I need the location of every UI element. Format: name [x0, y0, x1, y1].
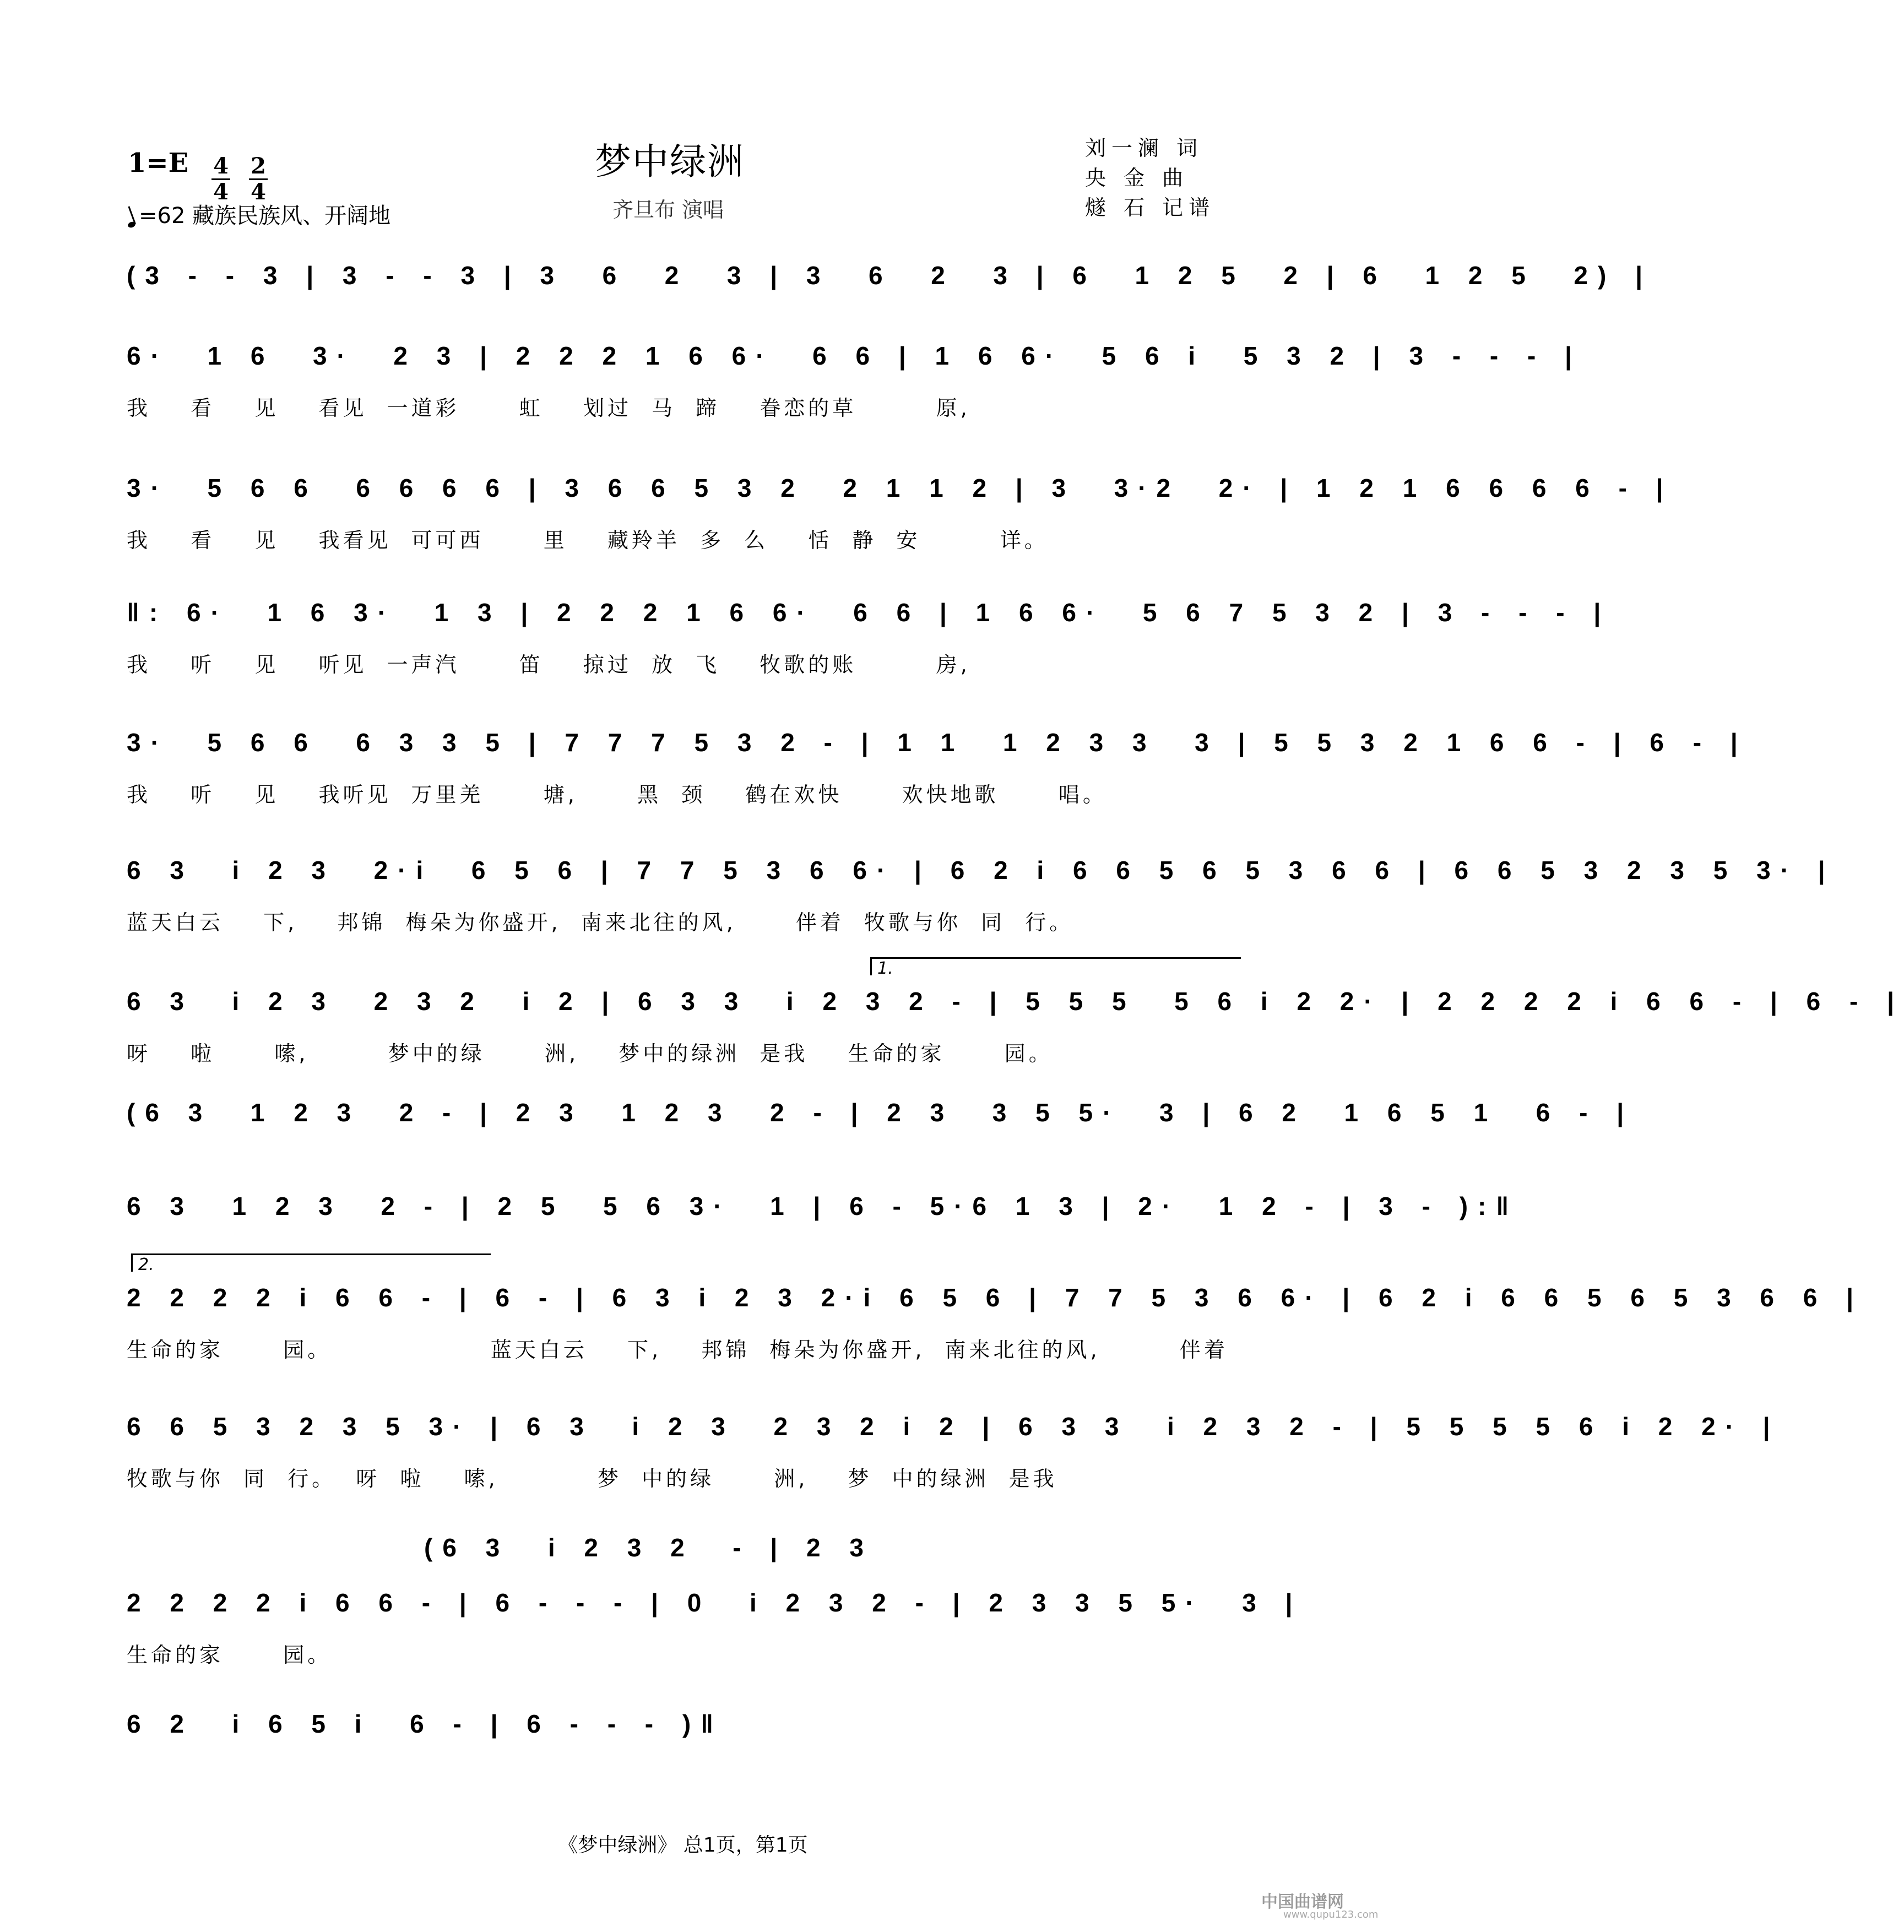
- lyricist-credit: 刘一澜 词: [1085, 136, 1203, 160]
- performer: 齐旦布 演唱: [612, 198, 724, 222]
- ts-bottom: 4: [213, 179, 229, 205]
- notation-line: 6 6 5 3 2 3 5 3· | 6 3 i 2 3 2 3 2 i 2 | 6 3 3 i 2 3 2 - | 5 5 5 5 6 i 2 2· |: [127, 1412, 1780, 1441]
- system-1: [127, 259, 1652, 292]
- system-10: [127, 1281, 1864, 1363]
- system-12: [127, 1586, 1303, 1668]
- notation-line: 6 3 i 2 3 2·i 6 5 6 | 7 7 5 3 6 6· | 6 2 i 6 6 5 6 5 3 6 6 | 6 6 5 3 2 3 5 3· |: [127, 856, 1835, 884]
- page-footer: 《梦中绿洲》 总1页，第1页: [558, 1834, 808, 1857]
- ts-bottom: 4: [251, 179, 266, 205]
- system-9: [127, 1190, 1519, 1223]
- notation-line: 6 3 i 2 3 2 3 2 i 2 | 6 3 3 i 2 3 2 - | 5 5 5 5 6 i 2 2· | 2 2 2 2 i 6 6 - | 6 - |: [127, 987, 1904, 1016]
- composer-credit: 央 金 曲: [1085, 166, 1189, 190]
- lyrics-line: 生命的家 园。: [127, 1643, 332, 1667]
- system-8: [127, 1096, 1634, 1129]
- upper-notation-line: (6 3 i 2 3 2 - | 2 3: [424, 1533, 874, 1562]
- song-title: 梦中绿洲: [595, 140, 745, 183]
- system-6: [127, 854, 1835, 936]
- site-watermark-url: www.qupu123.com: [1283, 1909, 1379, 1920]
- lyrics-line: 蓝天白云 下, 邦锦 梅朵为你盛开, 南来北往的风, 伴着 牧歌与你 同 行。: [127, 910, 1074, 935]
- system-5: [127, 726, 1748, 808]
- ts-top: 4: [213, 153, 229, 179]
- tempo-marking: [128, 198, 390, 230]
- key-signature: 1=E: [128, 148, 189, 178]
- lyrics-line: 牧歌与你 同 行。 呀 啦 嗦, 梦 中的绿 洲, 梦 中的绿洲 是我: [127, 1467, 1057, 1491]
- lyrics-line: 我 听 见 听见 一声汽 笛 掠过 放 飞 牧歌的账 房,: [127, 653, 970, 677]
- notation-line: (6 3 1 2 3 2 - | 2 3 1 2 3 2 - | 2 3 3 5 5· 3 | 6 2 1 6 5 1 6 - |: [127, 1098, 1634, 1127]
- site-watermark: 中国曲谱网: [1261, 1892, 1344, 1912]
- volta-1: 1.: [870, 957, 1241, 975]
- system-2: [127, 339, 1582, 421]
- lyrics-line: 我 看 见 我看见 可可西 里 藏羚羊 多 么 恬 静 安 详。: [127, 528, 1049, 552]
- notation-line: 2 2 2 2 i 6 6 - | 6 - | 6 3 i 2 3 2·i 6 5 6 | 7 7 5 3 6 6· | 6 2 i 6 6 5 6 5 3 6 6 |: [127, 1283, 1864, 1312]
- system-13: [127, 1707, 1239, 1740]
- notation-line: 3· 5 6 6 6 3 3 5 | 7 7 7 5 3 2 - | 1 1 1 2 3 3 3 | 5 5 3 2 1 6 6 - | 6 - |: [127, 728, 1748, 757]
- score-header: [0, 0, 1366, 231]
- lyrics-line: 呀 啦 嗦, 梦中的绿 洲, 梦中的绿洲 是我 生命的家 园。: [127, 1041, 1053, 1066]
- lyrics-line: 生命的家 园。 蓝天白云 下, 邦锦 梅朵为你盛开, 南来北往的风, 伴着: [127, 1338, 1228, 1362]
- system-3: [127, 471, 1673, 553]
- lyrics-line: 我 听 见 我听见 万里羌 塘, 黑 颈 鹤在欢快 欢快地歌 唱。: [127, 783, 1107, 807]
- time-signature-4-4: [211, 155, 230, 203]
- notation-line: 6· 1 6 3· 2 3 | 2 2 2 1 6 6· 6 6 | 1 6 6· 5 6 i 5 3 2 | 3 - - - |: [127, 341, 1582, 370]
- tempo-text: =62 藏族民族风、开阔地: [139, 203, 391, 229]
- quarter-note-icon: [127, 221, 137, 229]
- notation-line: ‖: 6· 1 6 3· 1 3 | 2 2 2 1 6 6· 6 6 | 1 6 6· 5 6 7 5 3 2 | 3 - - - |: [127, 598, 1611, 627]
- volta-2: 2.: [131, 1253, 491, 1272]
- notation-line: (3 - - 3 | 3 - - 3 | 3 6 2 3 | 3 6 2 3 | 6 1 2 5 2 | 6 1 2 5 2) |: [127, 261, 1652, 290]
- lyrics-line: 我 看 见 看见 一道彩 虹 划过 马 蹄 眷恋的草 原,: [127, 396, 970, 420]
- notation-line: 2 2 2 2 i 6 6 - | 6 - - - | 0 i 2 3 2 - | 2 3 3 5 5· 3 |: [127, 1588, 1303, 1617]
- ts-top: 2: [251, 153, 266, 179]
- system-12-upper: [127, 1531, 1239, 1564]
- credits: [1085, 133, 1215, 222]
- notation-line: 3· 5 6 6 6 6 6 6 | 3 6 6 5 3 2 2 1 1 2 | 3 3·2 2· | 1 2 1 6 6 6 6 - |: [127, 474, 1673, 502]
- system-4: [127, 596, 1611, 678]
- notation-line: 6 2 i 6 5 i 6 - | 6 - - - )‖: [127, 1710, 724, 1738]
- time-signature-2-4: [249, 155, 268, 203]
- system-11: [127, 1410, 1780, 1492]
- transcriber-credit: 燧 石 记谱: [1085, 196, 1216, 220]
- system-7: [127, 985, 1904, 1067]
- notation-line: 6 3 1 2 3 2 - | 2 5 5 6 3· 1 | 6 - 5·6 1 3 | 2· 1 2 - | 3 - ):‖: [127, 1192, 1519, 1220]
